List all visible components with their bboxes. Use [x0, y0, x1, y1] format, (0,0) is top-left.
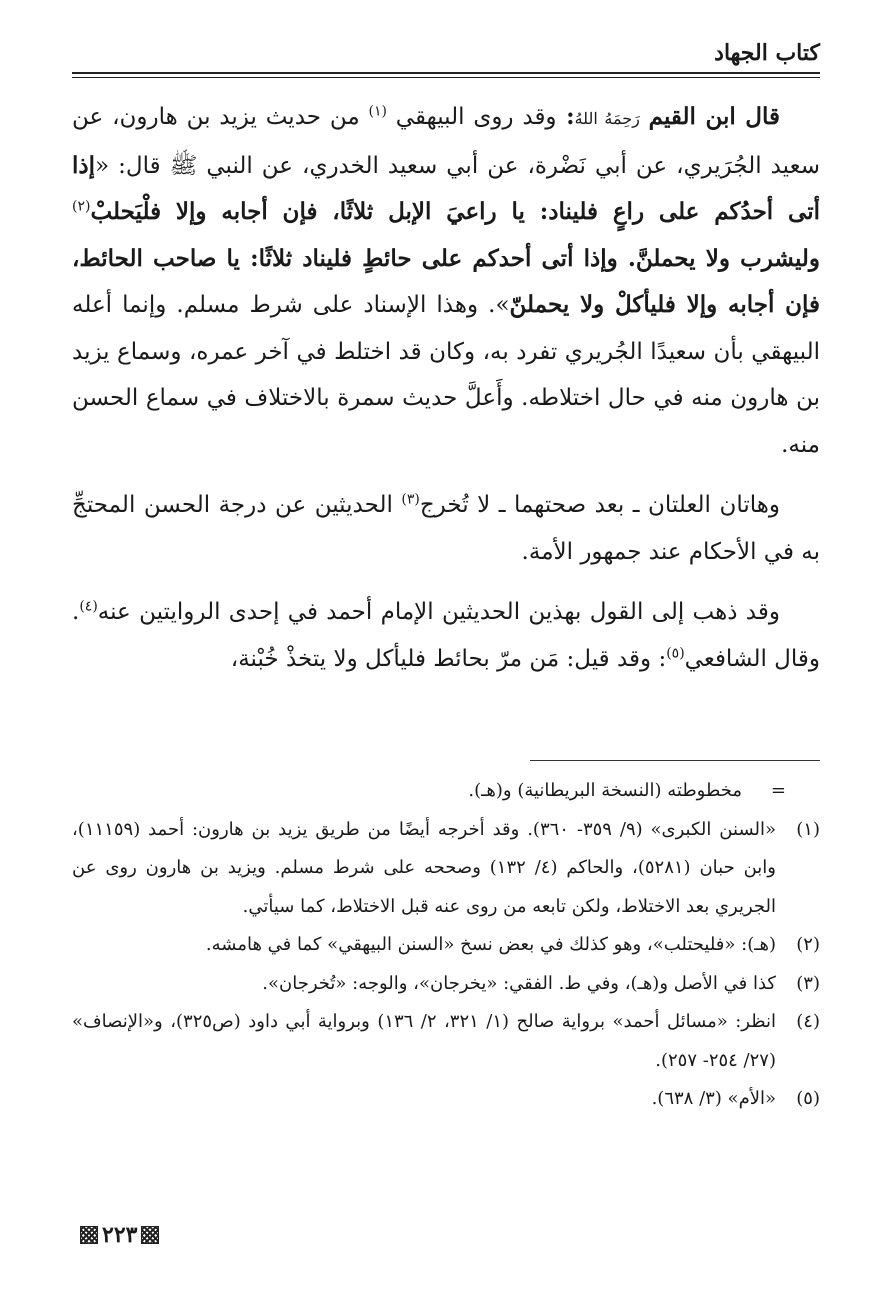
continuation-marker: = — [770, 780, 786, 801]
footnote-1 — [72, 811, 820, 927]
ornament-icon — [141, 1226, 159, 1244]
hadith-text: إذا أتى أحدُكم على راعٍ فليناد: يا راعيَ الإبل ثلاثًا، فإن أجابه وإلا فلْيَحلبْ — [72, 151, 820, 225]
text-segment: . وقال الشافعي — [72, 599, 820, 672]
page-number: ٢٢٣ — [102, 1222, 138, 1248]
colon: : — [556, 103, 575, 130]
paragraph-1 — [72, 94, 820, 468]
footnote-number: (٥) — [796, 1088, 820, 1109]
footnote-ref-1[interactable]: (١) — [368, 103, 387, 120]
text-segment: من حديث يزيد بن هارون، عن سعيد الجُرَيري، عن أبي نَضْرة، عن أبي سعيد الخدري، عن النبي ﷺ قال: « — [72, 104, 820, 179]
footnote-ref-2[interactable]: (٢) — [72, 198, 91, 215]
text-segment: الحديثين عن درجة الحسن المحتجِّ به في الأحكام عند جمهور الأمة. — [72, 492, 820, 565]
text-segment: وهاتان العلتان ـ بعد صحتهما ـ لا تُخرج — [419, 492, 780, 518]
footnote-5 — [72, 1080, 820, 1119]
footnote-number: (٢) — [796, 934, 820, 955]
paragraph-2 — [72, 482, 820, 575]
footnote-text: مخطوطته (النسخة البريطانية) و(هـ). — [468, 780, 742, 801]
footnote-3 — [72, 965, 820, 1004]
footnote-text: (هـ): «فليحتلب»، وهو كذلك في بعض نسخ «السنن البيهقي» كما في هامشه. — [205, 934, 776, 955]
ornament-icon — [80, 1226, 98, 1244]
footnote-ref-5[interactable]: (٥) — [666, 644, 685, 661]
paragraph-3 — [72, 589, 820, 682]
text-segment: : وقد قيل: مَن مرّ بحائط فليأكل ولا يتخذْ خُبْنة، — [230, 645, 667, 672]
author-attribution: قال ابن القيم — [648, 103, 781, 130]
footnote-number: (١) — [796, 818, 820, 840]
footnote-number: (٤) — [796, 1011, 820, 1032]
footnote-separator — [530, 760, 820, 761]
footnote-text: «السنن الكبرى» (٩/ ٣٥٩- ٣٦٠). وقد أخرجه أيضًا من طريق يزيد بن هارون: أحمد (١١١٥٩)، وابن حبان (٥٢٨١)، والحاكم (٤/ ١٣٢) وصححه على شرط مسلم. ويزيد بن هارون روى عن الجريري بعد الاختلاط، ولكن تابعه من روى عنه قبل الاختلاط، كما سيأتي. — [72, 818, 777, 917]
footnote-text: كذا في الأصل و(هـ)، وفي ط. الفقي: «يخرجان»، والوجه: «تُخرجان». — [262, 972, 776, 994]
footnote-continuation — [72, 772, 820, 811]
page-number-block — [80, 1222, 159, 1248]
footnote-number: (٣) — [796, 972, 820, 994]
footnote-4 — [72, 1003, 820, 1080]
header-rule-thick — [72, 72, 820, 74]
footnote-text: انظر: «مسائل أحمد» برواية صالح (١/ ٣٢١، ٢/ ١٣٦) وبرواية أبي داود (ص٣٢٥)، و«الإنصاف» (٢٧/ ٢٥٤- ٢٥٧). — [72, 1011, 776, 1071]
footnote-ref-3[interactable]: (٣) — [401, 491, 420, 508]
chapter-title: كتاب الجهاد — [714, 40, 820, 66]
footnotes — [72, 772, 820, 1119]
main-text — [72, 94, 820, 696]
footnote-text: «الأم» (٣/ ٦٣٨). — [651, 1088, 776, 1109]
honorific-phrase: رَحِمَهُ اللهُ — [574, 109, 640, 128]
text-segment: وقد روى البيهقي — [395, 104, 557, 130]
hadith-text: وليشرب ولا يحملنَّ. وإذا أتى أحدكم على حائطٍ فليناد ثلاثًا: يا صاحب الحائط، فإن أجابه وإلا فليأكلْ ولا يحملنّ — [72, 244, 820, 318]
header-rule-thin — [72, 77, 820, 78]
footnote-ref-4[interactable]: (٤) — [79, 598, 98, 615]
text-segment: وقد ذهب إلى القول بهذين الحديثين الإمام أحمد في إحدى الروايتين عنه — [97, 599, 780, 625]
text-segment: ». وهذا الإسناد على شرط مسلم. وإنما أعله البيهقي بأن سعيدًا الجُريري تفرد به، وكان قد اختلط في آخر عمره، وسماع يزيد بن هارون منه في حال اختلاطه. وأَعلَّ حديث سمرة بالاختلاف في سماع الحسن منه. — [72, 292, 820, 458]
footnote-2 — [72, 926, 820, 965]
running-header — [72, 38, 820, 72]
